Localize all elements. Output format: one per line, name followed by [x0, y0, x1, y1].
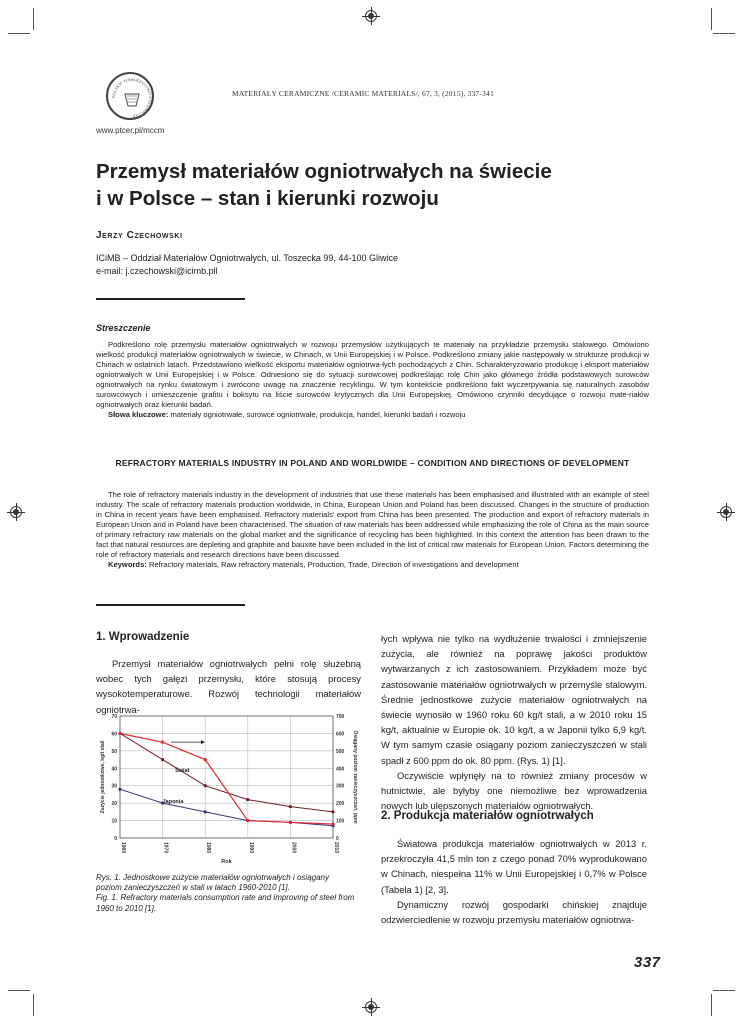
crop-mark	[8, 33, 30, 34]
keywords-label: Keywords:	[108, 560, 147, 569]
x-axis-label: Rok	[221, 859, 232, 865]
data-point	[289, 821, 292, 824]
data-point	[246, 819, 249, 822]
registration-mark-icon	[720, 506, 732, 518]
abstract-heading: Streszczenie	[96, 323, 151, 333]
y-tick-label-right: 300	[336, 783, 345, 790]
chart-grid	[120, 716, 333, 838]
y-tick-label-right: 500	[336, 748, 345, 755]
y-axis-label-right: Osiągany poziom zanieczyszczeń, ppm	[352, 730, 358, 824]
crop-mark	[711, 8, 712, 30]
society-logo	[106, 72, 154, 120]
data-point	[204, 810, 207, 813]
affiliation-address: ICiMB – Oddział Materiałów Ogniotrwałych, ul. Toszecka 99, 44-100 Gliwice	[96, 253, 398, 263]
affiliation	[96, 252, 398, 278]
abstract-pl	[96, 340, 649, 420]
paragraph: Oczywiście wpłynęły na to również zmiany procesów w hutnictwie, ale byłyby one niemożliwe bez wprowadzenia nowych lub ulepszonych materiałów ogniotrwałych.	[381, 769, 647, 812]
keywords-label: Słowa kluczowe:	[108, 410, 169, 419]
y-tick-label-right: 400	[336, 766, 345, 773]
series-label: Japonia	[162, 799, 184, 806]
y-tick-label-right: 100	[336, 818, 345, 825]
crop-mark	[713, 33, 735, 34]
chart-series	[118, 732, 334, 828]
chart-axes	[120, 716, 333, 838]
data-point	[161, 741, 164, 744]
y-tick-label-right: 0	[336, 836, 339, 842]
y-tick-label-left: 50	[111, 748, 117, 755]
article-title	[96, 158, 656, 212]
journal-url[interactable]: www.ptcer.pl/mccm	[96, 126, 165, 135]
divider	[96, 604, 245, 606]
crop-mark	[713, 990, 735, 991]
author-email[interactable]: e-mail: j.czechowski@icimb.pll	[96, 266, 218, 276]
series-label: Świat	[175, 767, 190, 774]
x-tick-label: 1960	[120, 842, 126, 854]
caption-pl: Rys. 1. Jednostkowe zużycie materiałów ogniotrwałych i osiągany poziom zanieczyszczeń w stali w latach 1960-2010 [1].	[96, 873, 329, 893]
caption-en: Fig. 1. Refractory materials consumption rate and improving of steel from 1960 to 2010 [1].	[96, 893, 355, 913]
y-tick-label-left: 60	[111, 731, 117, 738]
data-point	[161, 758, 164, 761]
crop-mark	[33, 8, 34, 30]
data-point	[246, 798, 249, 801]
keywords-pl	[96, 410, 649, 420]
y-tick-label-left: 0	[114, 836, 117, 842]
abstract-en	[96, 490, 649, 570]
y-tick-label-left: 20	[111, 801, 117, 808]
y-tick-label-left: 30	[111, 783, 117, 790]
crop-mark	[711, 994, 712, 1016]
paragraph: Przemysł materiałów ogniotrwałych pełni rolę służebną wobec tych gałęzi przemysłu, które stosują procesy wysokotemperaturowe. Rozwój technologii materiałów ogniotrwa-	[96, 658, 361, 715]
abstract-pl-text: Podkreślono rolę przemysłu materiałów ogniotrwałych w rozwoju przemysłów użytkujących te materiały na przykładzie przemysłu stalowego. Omówiono wielkość produkcji materiałów ogniotrwałych w świecie, w Chinach, w Unii Europejskiej i w Polsce. Podkreślono zmiany jakie następowały w strukturze produkcji w Chinach w ostatnich latach. Przedstawiono wielkość eksportu materiałów ogniotrwa-łych pochodzących z Chin. Scharakteryzowano produkcję i eksport materiałów ogniotrwałych w Unii Europejskiej i w Polsce. Odniesiono się do sytuacji surowcowej podkreślając rolę Chin jako głównego źródła podstawowych surowców ogniotrwałych na rynku światowym i zwrócono uwagę na znaczenie recyklingu. W tym kontekście podkreślono fakt wyczerpywania się naturalnych zasobów surowcowych i umieszczenie grafitu i boksytu na liście surowców krytycznych dla Unii Europejskiej. Omówiono czynniki decydujące o rozwoju mate-riałów ogniotrwałych oraz kierunki badań.	[96, 340, 649, 409]
x-tick-label: 2000	[290, 842, 297, 854]
registration-mark-icon	[10, 506, 22, 518]
english-title: REFRACTORY MATERIALS INDUSTRY IN POLAND AND WORLDWIDE – CONDITION AND DIRECTIONS OF DEVELOPMENT	[115, 458, 630, 468]
page-number: 337	[634, 954, 661, 971]
registration-mark-icon	[365, 1001, 377, 1013]
section-heading: 1. Wprowadzenie	[96, 631, 190, 643]
data-point	[331, 822, 334, 825]
data-point	[331, 810, 334, 813]
y-tick-label-right: 700	[336, 714, 345, 720]
data-point	[204, 784, 207, 787]
title-line: Przemysł materiałów ogniotrwałych na świecie	[96, 160, 552, 183]
figure-chart	[96, 706, 361, 868]
title-line: i w Polsce – stan i kierunki rozwoju	[96, 187, 439, 210]
arrow-head-icon	[201, 740, 205, 744]
y-tick-label-right: 200	[336, 801, 345, 808]
y-tick-label-left: 10	[111, 818, 117, 825]
figure-caption	[96, 873, 356, 914]
data-point	[289, 805, 292, 808]
body-text-right	[381, 631, 647, 813]
data-point	[118, 788, 121, 791]
paragraph: Światowa produkcja materiałów ogniotrwałych w 2013 r. przekroczyła 41,5 mln ton z czego ponad 70% wyprodukowano w Chinach, niespełna 11% w Unii Europejskiej i 0,7% w Polsce (Tabela 1) [2, 3].	[381, 838, 647, 895]
keywords-en	[96, 560, 649, 570]
x-tick-label: 1970	[162, 842, 169, 854]
y-axis-label-left: Zużycie jednostkowe, kg/t stali	[100, 740, 106, 814]
y-tick-label-left: 70	[111, 714, 117, 720]
crop-mark	[33, 994, 34, 1016]
data-point	[118, 732, 121, 735]
keywords-text: materiały ogniotrwałe, surowce ogniotrwałe, produkcja, handel, kierunki badań i rozwoju	[170, 410, 466, 419]
registration-mark-icon	[365, 10, 377, 22]
x-tick-label: 1990	[247, 842, 254, 854]
x-tick-label: 2010	[333, 842, 339, 854]
body-text-right-2	[381, 836, 647, 927]
y-tick-label-right: 600	[336, 731, 345, 738]
abstract-en-text: The role of refractory materials industry in the development of industries that use these materials has been emphasised and illustrated with an example of steel industry. The scale of refractory materials production worldwide, in China, European Union and Poland has been discussed. Changes in the structure of production in China in recent years have been emphasised. Refractory materials’ export from China has been presented. The production and export of refractory materials in European Union and in Poland have been characterised. The situation of raw materials has been addressed while emphasizing the role of China as the main source of primary refractory raw materials on the global market and the significance of recycling has been highlighted. In this context the attention has been drawn to the fact that natural resources are depleting and graphite and bauxite have been included in the list of critical raw materials for European Union. Factors determining the role of refractory materials and research directions have been discussed.	[96, 490, 649, 559]
author-name: Jerzy Czechowski	[96, 230, 183, 241]
divider	[96, 298, 245, 300]
paragraph: Dynamiczny rozwój gospodarki chińskiej znajduje odzwierciedlenie w rozwoju przemysłu materiałów ogniotrwa-	[381, 898, 647, 926]
series-line	[120, 733, 333, 824]
logo-text: POLSKIE TOWARZYSTWO CERAMICZNE	[110, 76, 154, 120]
plot-frame	[120, 716, 333, 838]
crop-mark	[8, 990, 30, 991]
journal-header: MATERIAŁY CERAMICZNE /CERAMIC MATERIALS/, 67, 3, (2015), 337-341	[232, 89, 494, 98]
x-tick-label: 1980	[205, 842, 212, 854]
y-tick-label-left: 40	[111, 766, 117, 773]
data-point	[204, 758, 207, 761]
paragraph: łych wpływa nie tylko na wydłużenie trwałości i zmniejszenie zużycia, ale również na poprawę jakości produktów wytwarzanych z ich zastosowaniem. Przykładem może być zastosowanie materiałów ogniotrwałych w przemyśle stalowym. Średnie jednostkowe zużycie materiałów ogniotrwałych na świecie wynosiło w 1960 roku 60 kg/t stali, a w 2010 roku 15 kg/t, aktualnie w Europie ok. 10 kg/t, a w Japonii tylko 6,9 kg/t. W tym samym czasie osiągany poziom zanieczyszczeń w stali spadł z 600 ppm do ok. 80 ppm. (Rys. 1) [1].	[381, 633, 647, 766]
keywords-text: Refractory materials, Raw refractory materials, Production, Trade, Direction of investigations and development	[148, 560, 519, 569]
section-heading: 2. Produkcja materiałów ogniotrwałych	[381, 810, 594, 822]
